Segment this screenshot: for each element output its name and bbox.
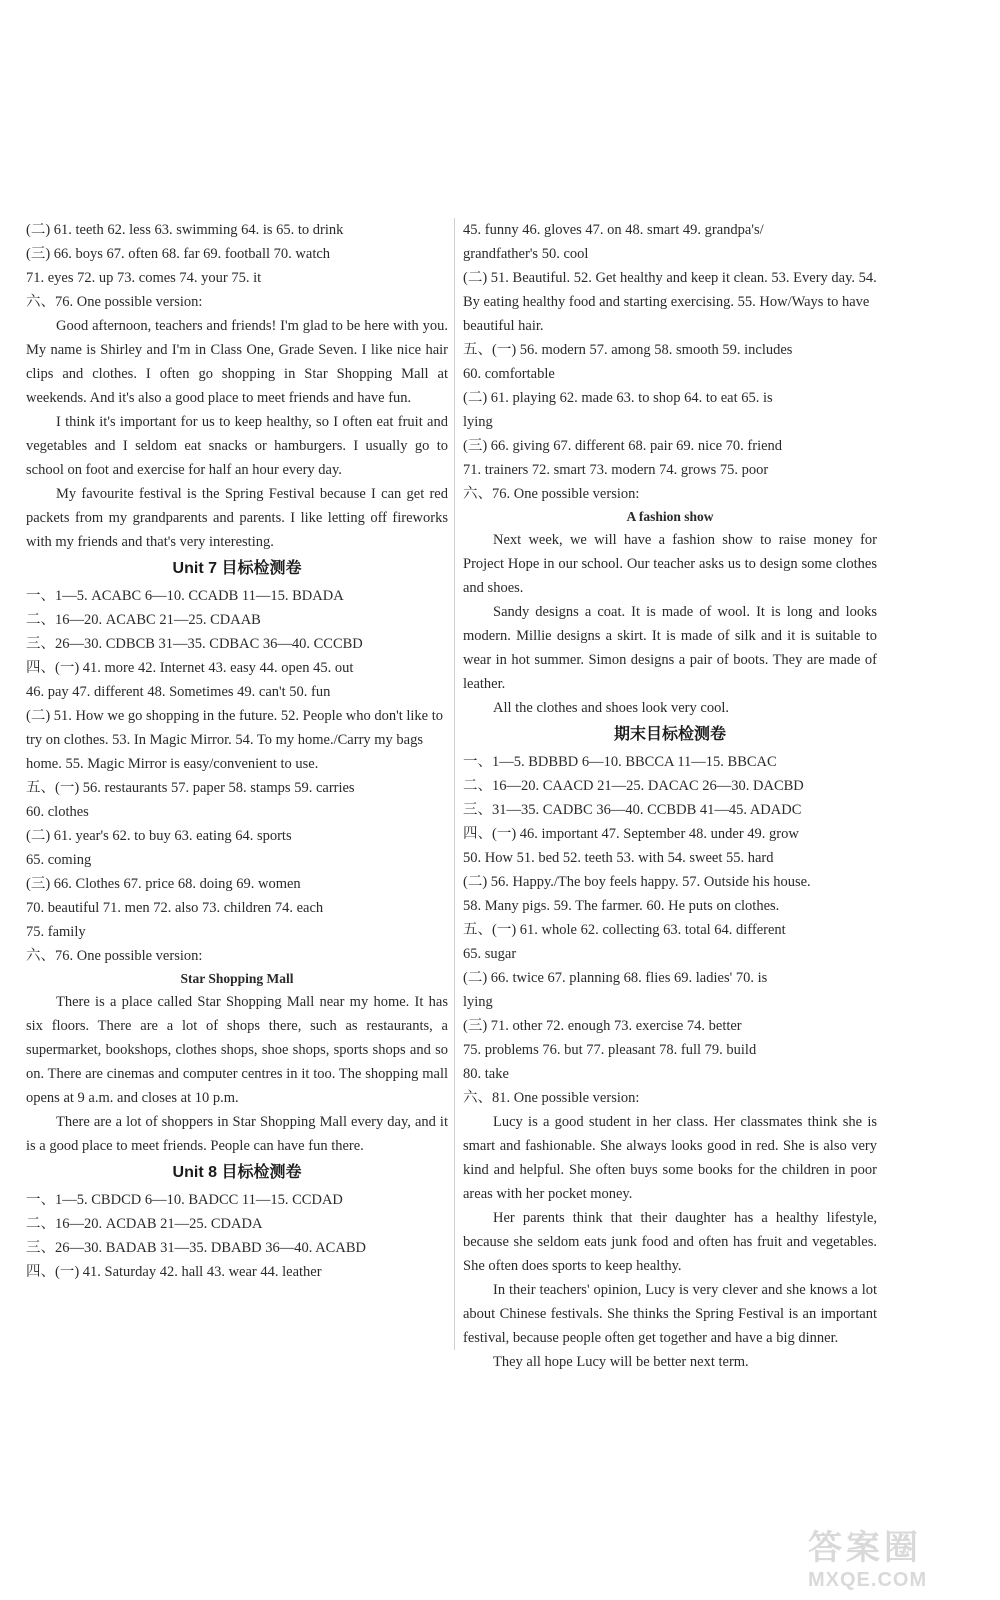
answer-line: (三) 66. boys 67. often 68. far 69. football 70. watch [26, 246, 331, 262]
essay-paragraph: Lucy is a good student in her class. Her classmates think she is smart and fashionable. She always looks good in red. She is also very kind and helpful. She often buys some books for the children in poor areas with her pocket money. [463, 1114, 877, 1202]
answer-line: 四、(一) 41. Saturday 42. hall 43. wear 44. leather [26, 1264, 322, 1280]
answer-line: 三、26—30. CDBCB 31—35. CDBAC 36—40. CCCBD [26, 636, 363, 652]
answer-line: 四、(一) 41. more 42. Internet 43. easy 44. open 45. out [26, 660, 354, 676]
answer-line: 80. take [463, 1066, 509, 1082]
answer-line: 71. trainers 72. smart 73. modern 74. grows 75. poor [463, 462, 769, 478]
section-heading: Unit 8 目标检测卷 [172, 1164, 302, 1181]
answer-line: 二、16—20. ACABC 21—25. CDAAB [26, 612, 261, 628]
answer-line: 71. eyes 72. up 73. comes 74. your 75. it [26, 270, 262, 286]
answer-line: lying [463, 994, 493, 1010]
answer-block: (二) 51. How we go shopping in the future. 52. People who don't like to try on clothes. 53. In Magic Mirror. 54. To my home./Carry my bags home. 55. Magic Mirror is easy/convenient to use. [26, 708, 444, 772]
essay-paragraph: In their teachers' opinion, Lucy is very clever and she knows a lot about Chinese festivals. She thinks the Spring Festival is an important festival, because people often get together and have a big dinner. [463, 1282, 877, 1346]
watermark-bottom: MXQE.COM [808, 1569, 928, 1591]
answer-line: 六、76. One possible version: [26, 948, 203, 964]
essay-paragraph: I think it's important for us to keep healthy, so I often eat fruit and vegetables and I seldom eat snacks or hamburgers. I usually go to school on foot and exercise for half an hour every day. [26, 414, 448, 478]
answer-line: 六、76. One possible version: [26, 294, 203, 310]
answer-block: (二) 51. Beautiful. 52. Get healthy and keep it clean. 53. Every day. 54. By eating healthy food and starting exercising. 55. How/Ways to have beautiful hair. [463, 270, 877, 334]
answer-line: 65. coming [26, 852, 92, 868]
answer-line: grandfather's 50. cool [463, 246, 589, 262]
answer-line: 五、(一) 56. restaurants 57. paper 58. stamps 59. carries [26, 780, 355, 796]
essay-paragraph: There is a place called Star Shopping Mall near my home. It has six floors. There are a lot of shops there, such as restaurants, a supermarket, bookshops, clothes shops, shoe shops, sports shops and so on. There are cinemas and computer centres in it too. The shopping mall opens at 9 a.m. and closes at 10 p.m. [26, 994, 448, 1106]
left-column [26, 218, 448, 1284]
answer-line: (三) 66. Clothes 67. price 68. doing 69. women [26, 876, 301, 892]
answer-line: 58. Many pigs. 59. The farmer. 60. He puts on clothes. [463, 898, 780, 914]
answer-line: 三、31—35. CADBC 36—40. CCBDB 41—45. ADADC [463, 802, 802, 818]
answer-line: (三) 71. other 72. enough 73. exercise 74. better [463, 1018, 742, 1034]
answer-line: 50. How 51. bed 52. teeth 53. with 54. sweet 55. hard [463, 850, 774, 866]
answer-line: 六、76. One possible version: [463, 486, 640, 502]
answer-line: 75. family [26, 924, 86, 940]
answer-line: (二) 61. teeth 62. less 63. swimming 64. is 65. to drink [26, 222, 344, 238]
essay-paragraph: Sandy designs a coat. It is made of wool. It is long and looks modern. Millie designs a skirt. It is made of silk and it is suitable to wear in hot summer. Simon designs a pair of boots. They are made of leather. [463, 604, 877, 692]
section-heading: Unit 7 目标检测卷 [172, 560, 302, 577]
answer-line: 五、(一) 56. modern 57. among 58. smooth 59. includes [463, 342, 793, 358]
answer-line: 二、16—20. ACDAB 21—25. CDADA [26, 1216, 263, 1232]
answer-line: 45. funny 46. gloves 47. on 48. smart 49. grandpa's/ [463, 222, 764, 238]
essay-paragraph: Good afternoon, teachers and friends! I'm glad to be here with you. My name is Shirley and I'm in Class One, Grade Seven. I like nice hair clips and clothes. I often go shopping in Star Shopping Mall at weekends. And it's also a good place to meet friends and have fun. [26, 318, 448, 406]
answer-line: 70. beautiful 71. men 72. also 73. children 74. each [26, 900, 324, 916]
answer-line: (二) 61. playing 62. made 63. to shop 64. to eat 65. is [463, 390, 773, 406]
answer-line: (二) 61. year's 62. to buy 63. eating 64. sports [26, 828, 292, 844]
answer-line: lying [463, 414, 493, 430]
watermark-logo [808, 1520, 978, 1591]
essay-paragraph: There are a lot of shoppers in Star Shopping Mall every day, and it is a good place to meet friends. People can have fun there. [26, 1114, 448, 1154]
watermark-top: 答案圈 [808, 1529, 922, 1567]
right-column [463, 218, 877, 1374]
essay-title: A fashion show [626, 509, 714, 524]
answer-line: 一、1—5. CBDCD 6—10. BADCC 11—15. CCDAD [26, 1192, 343, 1208]
answer-line: 一、1—5. BDBBD 6—10. BBCCA 11—15. BBCAC [463, 754, 777, 770]
answer-line: 六、81. One possible version: [463, 1090, 640, 1106]
essay-paragraph: All the clothes and shoes look very cool. [493, 700, 729, 716]
answer-line: 三、26—30. BADAB 31—35. DBABD 36—40. ACABD [26, 1240, 366, 1256]
section-heading: 期末目标检测卷 [613, 726, 726, 743]
answer-line: 二、16—20. CAACD 21—25. DACAC 26—30. DACBD [463, 778, 804, 794]
essay-paragraph: Her parents think that their daughter has a healthy lifestyle, because she seldom eats junk food and often has fruit and vegetables. She often does sports to keep healthy. [463, 1210, 877, 1274]
answer-line: 60. comfortable [463, 366, 555, 382]
answer-line: 五、(一) 61. whole 62. collecting 63. total 64. different [463, 922, 786, 938]
column-divider [454, 218, 455, 1350]
essay-paragraph: They all hope Lucy will be better next term. [493, 1354, 749, 1370]
essay-paragraph: My favourite festival is the Spring Festival because I can get red packets from my grandparents and parents. I like letting off fireworks with my friends and that's very interesting. [26, 486, 448, 550]
essay-paragraph: Next week, we will have a fashion show to raise money for Project Hope in our school. Our teacher asks us to design some clothes and shoes. [463, 532, 877, 596]
answer-line: 46. pay 47. different 48. Sometimes 49. can't 50. fun [26, 684, 331, 700]
answer-line: (三) 66. giving 67. different 68. pair 69. nice 70. friend [463, 438, 783, 454]
answer-line: (二) 56. Happy./The boy feels happy. 57. Outside his house. [463, 874, 811, 890]
answer-line: 65. sugar [463, 946, 517, 962]
answer-line: 四、(一) 46. important 47. September 48. under 49. grow [463, 826, 799, 842]
answer-line: (二) 66. twice 67. planning 68. flies 69. ladies' 70. is [463, 970, 768, 986]
answer-line: 75. problems 76. but 77. pleasant 78. full 79. build [463, 1042, 757, 1058]
answer-line: 60. clothes [26, 804, 89, 820]
essay-title: Star Shopping Mall [180, 971, 294, 986]
answer-line: 一、1—5. ACABC 6—10. CCADB 11—15. BDADA [26, 588, 344, 604]
